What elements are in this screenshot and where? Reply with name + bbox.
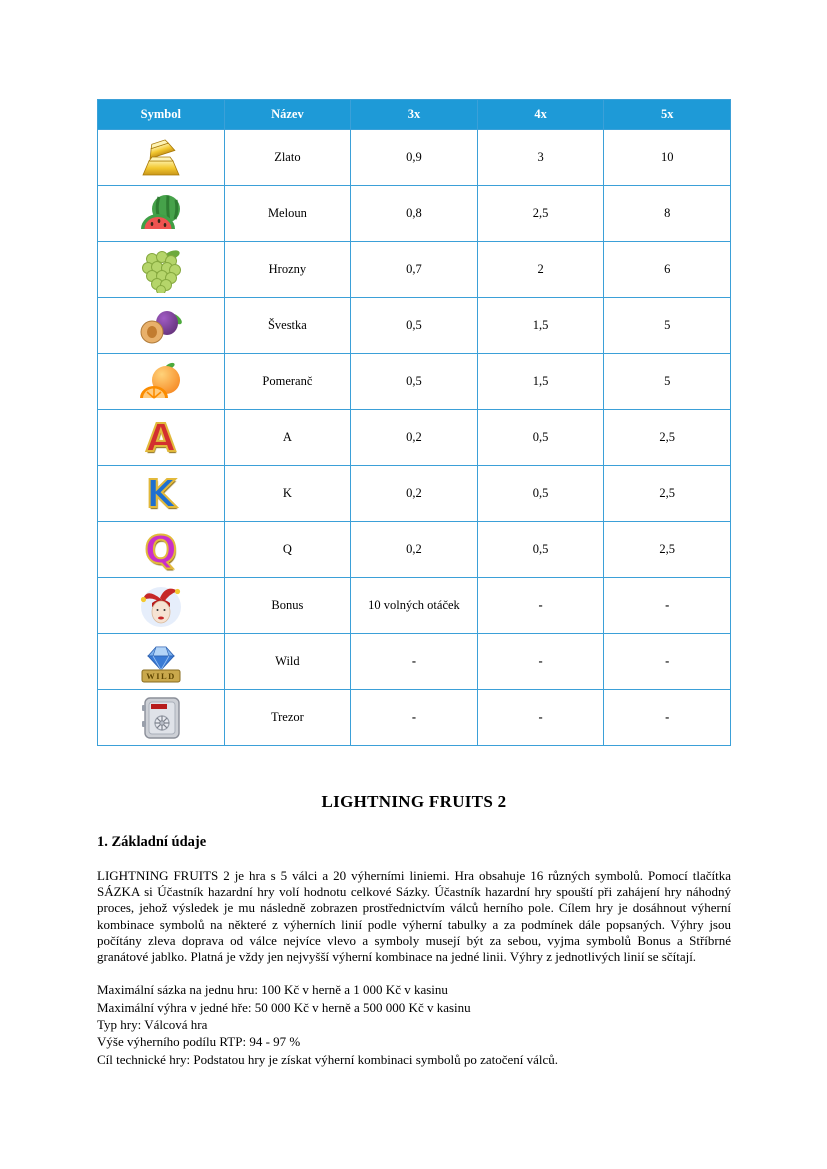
payout-3x-cell: - bbox=[351, 634, 478, 690]
symbol-cell bbox=[98, 410, 225, 466]
payout-3x-cell: 0,7 bbox=[351, 242, 478, 298]
table-row bbox=[98, 634, 731, 690]
symbol-cell bbox=[98, 690, 225, 746]
payout-4x-cell: 3 bbox=[477, 130, 604, 186]
info-line-goal: Cíl technické hry: Podstatou hry je získat výherní kombinaci symbolů po zatočení válců. bbox=[97, 1051, 559, 1067]
payout-5x-cell: 5 bbox=[604, 298, 731, 354]
payout-5x-cell: 2,5 bbox=[604, 522, 731, 578]
paytable-header-row bbox=[98, 100, 731, 130]
payout-3x-cell: 10 volných otáček bbox=[351, 578, 478, 634]
game-description: LIGHTNING FRUITS 2 je hra s 5 válci a 20 výherními liniemi. Hra obsahuje 16 různých symbolů. Pomocí tlačítka SÁZKA si Účastník hazardní hry volí hodnotu celkové Sázky. Účastník hazardní hry spouští při zahájení hry náhodný proces, jehož výsledek je mu následně zobrazen prostřednictvím válců herního pole. Cílem hry je dosáhnout výherní kombinace symbolů na některé z výherních linií podle výherní tabulky a za podmínek dále popsaných. Výhry jsou počítány zleva doprava od válce nejvíce vlevo a symboly musejí být za sebou, vyjma symbolů Bonus a Stříbrné granátové jablko. Platná je vždy jen nejvyšší výherní kombinace na jedné linii. Výhry z jednotlivých linií se sčítají. bbox=[97, 868, 731, 965]
wild-banner-label: WILD bbox=[145, 670, 176, 681]
safe-icon bbox=[98, 690, 224, 745]
letter-q-icon: Q bbox=[144, 527, 177, 572]
joker-icon bbox=[98, 578, 224, 633]
payout-5x-cell: 5 bbox=[604, 354, 731, 410]
payout-4x-cell: 2,5 bbox=[477, 186, 604, 242]
symbol-cell bbox=[98, 242, 225, 298]
orange-icon bbox=[98, 354, 224, 409]
payout-3x-cell: 0,8 bbox=[351, 186, 478, 242]
info-line-game-type: Typ hry: Válcová hra bbox=[97, 1017, 208, 1033]
name-cell: K bbox=[224, 466, 351, 522]
header-4x: 4x bbox=[477, 100, 604, 130]
section-heading: 1. Základní údaje bbox=[97, 834, 207, 850]
wild-diamond-icon bbox=[98, 634, 224, 689]
table-row bbox=[98, 466, 731, 522]
table-row bbox=[98, 130, 731, 186]
info-block bbox=[97, 981, 731, 1068]
symbol-cell bbox=[98, 130, 225, 186]
table-row bbox=[98, 522, 731, 578]
symbol-cell bbox=[98, 578, 225, 634]
payout-4x-cell: - bbox=[477, 634, 604, 690]
payout-4x-cell: 2 bbox=[477, 242, 604, 298]
payout-4x-cell: 0,5 bbox=[477, 522, 604, 578]
payout-3x-cell: 0,2 bbox=[351, 410, 478, 466]
payout-4x-cell: - bbox=[477, 690, 604, 746]
name-cell: A bbox=[224, 410, 351, 466]
name-cell: Bonus bbox=[224, 578, 351, 634]
table-row bbox=[98, 354, 731, 410]
payout-5x-cell: 8 bbox=[604, 186, 731, 242]
table-row bbox=[98, 242, 731, 298]
symbol-cell bbox=[98, 186, 225, 242]
watermelon-icon bbox=[98, 186, 224, 241]
letter-a-icon: A bbox=[146, 415, 176, 460]
table-row bbox=[98, 578, 731, 634]
header-5x: 5x bbox=[604, 100, 731, 130]
symbol-cell bbox=[98, 298, 225, 354]
paytable bbox=[97, 99, 731, 746]
name-cell: Trezor bbox=[224, 690, 351, 746]
payout-3x-cell: - bbox=[351, 690, 478, 746]
symbol-cell bbox=[98, 634, 225, 690]
payout-5x-cell: 10 bbox=[604, 130, 731, 186]
payout-5x-cell: 6 bbox=[604, 242, 731, 298]
name-cell: Meloun bbox=[224, 186, 351, 242]
payout-3x-cell: 0,9 bbox=[351, 130, 478, 186]
payout-4x-cell: 1,5 bbox=[477, 354, 604, 410]
symbol-cell bbox=[98, 522, 225, 578]
grapes-icon bbox=[98, 242, 224, 297]
payout-4x-cell: 1,5 bbox=[477, 298, 604, 354]
payout-4x-cell: 0,5 bbox=[477, 466, 604, 522]
payout-3x-cell: 0,2 bbox=[351, 522, 478, 578]
page-content bbox=[97, 99, 731, 1068]
name-cell: Zlato bbox=[224, 130, 351, 186]
name-cell: Pomeranč bbox=[224, 354, 351, 410]
info-line-rtp: Výše výherního podílu RTP: 94 - 97 % bbox=[97, 1034, 301, 1050]
gold-bars-icon bbox=[98, 130, 224, 185]
letter-k-icon: K bbox=[146, 471, 176, 516]
table-row bbox=[98, 298, 731, 354]
payout-4x-cell: - bbox=[477, 578, 604, 634]
name-cell: Hrozny bbox=[224, 242, 351, 298]
table-row bbox=[98, 690, 731, 746]
plum-icon bbox=[98, 298, 224, 353]
table-row bbox=[98, 410, 731, 466]
header-symbol: Symbol bbox=[98, 100, 225, 130]
payout-5x-cell: - bbox=[604, 690, 731, 746]
name-cell: Wild bbox=[224, 634, 351, 690]
payout-3x-cell: 0,5 bbox=[351, 354, 478, 410]
table-row bbox=[98, 186, 731, 242]
payout-4x-cell: 0,5 bbox=[477, 410, 604, 466]
game-title: LIGHTNING FRUITS 2 bbox=[321, 792, 507, 811]
payout-5x-cell: - bbox=[604, 634, 731, 690]
name-cell: Q bbox=[224, 522, 351, 578]
payout-3x-cell: 0,2 bbox=[351, 466, 478, 522]
payout-5x-cell: 2,5 bbox=[604, 466, 731, 522]
symbol-cell bbox=[98, 466, 225, 522]
payout-3x-cell: 0,5 bbox=[351, 298, 478, 354]
payout-5x-cell: 2,5 bbox=[604, 410, 731, 466]
header-3x: 3x bbox=[351, 100, 478, 130]
symbol-cell bbox=[98, 354, 225, 410]
info-line-max-bet: Maximální sázka na jednu hru: 100 Kč v herně a 1 000 Kč v kasinu bbox=[97, 982, 448, 998]
header-name: Název bbox=[224, 100, 351, 130]
payout-5x-cell: - bbox=[604, 578, 731, 634]
info-line-max-win: Maximální výhra v jedné hře: 50 000 Kč v herně a 500 000 Kč v kasinu bbox=[97, 999, 471, 1015]
name-cell: Švestka bbox=[224, 298, 351, 354]
